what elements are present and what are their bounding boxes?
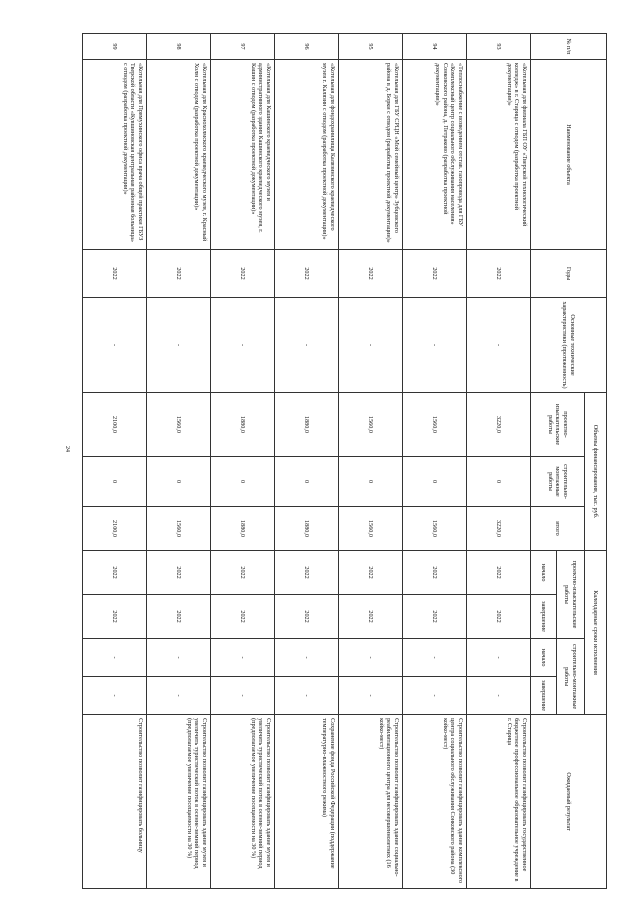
header-design-start: начало — [531, 551, 557, 595]
funding-design-cell: 1560,0 — [403, 393, 467, 457]
funding-construction-cell: 0 — [83, 457, 147, 507]
result-cell: Строительство позволит газифицировать здание музея и увеличить туристический поток в осенне-зимний период (предполагаемое увеличение посещаемости на 30 %) — [211, 715, 275, 889]
funding-construction-cell: 0 — [339, 457, 403, 507]
funding-design-cell: 1880,0 — [275, 393, 339, 457]
construction-start-cell: - — [211, 639, 275, 677]
design-end-cell: 2022 — [403, 595, 467, 639]
table-row — [83, 34, 147, 889]
table-row — [467, 34, 531, 889]
funding-design-cell: 1560,0 — [339, 393, 403, 457]
funding-construction-cell: 0 — [147, 457, 211, 507]
result-cell: Строительство позволит газифицировать больницу — [83, 715, 147, 889]
years-cell: 2022 — [339, 250, 403, 298]
years-cell: 2022 — [83, 250, 147, 298]
landscape-sheet — [82, 33, 607, 888]
result-cell: Сохранение фонда Российской Федерации (поддержание температурно-влажностного режима) — [275, 715, 339, 889]
design-end-cell: 2022 — [467, 595, 531, 639]
construction-start-cell: - — [275, 639, 339, 677]
header-funding-design: проектно-изыскательские работы — [531, 393, 585, 457]
funding-total-cell: 1560,0 — [147, 507, 211, 551]
design-start-cell: 2022 — [83, 551, 147, 595]
row-number: 93 — [467, 34, 531, 60]
characteristics-cell: - — [467, 298, 531, 393]
table-body — [83, 34, 531, 889]
construction-end-cell: - — [467, 677, 531, 715]
funding-total-cell: 1880,0 — [211, 507, 275, 551]
construction-end-cell: - — [83, 677, 147, 715]
construction-start-cell: - — [147, 639, 211, 677]
funding-design-cell: 2100,0 — [83, 393, 147, 457]
funding-design-cell: 1560,0 — [147, 393, 211, 457]
funding-design-cell: 3220,0 — [467, 393, 531, 457]
years-cell: 2022 — [467, 250, 531, 298]
characteristics-cell: - — [211, 298, 275, 393]
design-start-cell: 2022 — [467, 551, 531, 595]
characteristics-cell: - — [403, 298, 467, 393]
funding-construction-cell: 0 — [275, 457, 339, 507]
object-name: «Котельная для ГБУ СРЦН «Мой семейный центр» Зубцовского района в д. Борки с отводом (разработка проектной документации)» — [339, 60, 403, 250]
header-funding-total: итого — [531, 507, 585, 551]
header-name: Наименование объекта — [531, 60, 607, 250]
table-row — [275, 34, 339, 889]
funding-total-cell: 2100,0 — [83, 507, 147, 551]
result-cell: Строительство позволит газифицировать здание социально-реабилитационного центра для несовершеннолетних (16 койко-мест) — [339, 715, 403, 889]
objects-table — [82, 33, 607, 889]
design-end-cell: 2022 — [339, 595, 403, 639]
construction-start-cell: - — [467, 639, 531, 677]
object-name: «Котельная для Прямухинского офиса врача общей практики ГБУЗ Тверской области «Кувшиновская центральная районная больница» с отводом (разработка проектной документации)» — [83, 60, 147, 250]
header-funding-construction: строительно-монтажные работы — [531, 457, 585, 507]
characteristics-cell: - — [339, 298, 403, 393]
design-start-cell: 2022 — [147, 551, 211, 595]
design-start-cell: 2022 — [339, 551, 403, 595]
header-result: Ожидаемый результат — [531, 715, 607, 889]
construction-end-cell: - — [211, 677, 275, 715]
header-num: № п/п — [531, 34, 607, 60]
construction-start-cell: - — [83, 639, 147, 677]
design-end-cell: 2022 — [275, 595, 339, 639]
design-end-cell: 2022 — [147, 595, 211, 639]
table-row — [403, 34, 467, 889]
design-start-cell: 2022 — [403, 551, 467, 595]
construction-end-cell: - — [275, 677, 339, 715]
object-name: «Котельная для филиала ГБП ОУ «Тверской технологический колледж» в г. Старица с отводом (разработка проектной документации)» — [467, 60, 531, 250]
funding-construction-cell: 0 — [211, 457, 275, 507]
characteristics-cell: - — [147, 298, 211, 393]
construction-start-cell: - — [339, 639, 403, 677]
table-row — [211, 34, 275, 889]
header-design-end: завершение — [531, 595, 557, 639]
table-row — [147, 34, 211, 889]
result-cell: Строительство позволит газифицировать здание музея и увеличить туристический поток в осенне-зимний период (предполагаемое увеличение посещаемости на 30 %) — [147, 715, 211, 889]
row-number: 95 — [339, 34, 403, 60]
construction-end-cell: - — [403, 677, 467, 715]
row-number: 98 — [147, 34, 211, 60]
design-end-cell: 2022 — [83, 595, 147, 639]
result-cell: Строительство позволит газифицировать государственное бюджетное профессиональное образовательное учреждение в г. Старица — [467, 715, 531, 889]
construction-end-cell: - — [339, 677, 403, 715]
row-number: 96 — [275, 34, 339, 60]
funding-total-cell: 1560,0 — [403, 507, 467, 551]
header-construction-start: начало — [531, 639, 557, 677]
row-number: 99 — [83, 34, 147, 60]
funding-total-cell: 3220,0 — [467, 507, 531, 551]
object-name: «Котельная для Краснохолмского краеведческого музея, г. Красный Холм с отводом (разработка проектной документации)» — [147, 60, 211, 250]
object-name: «Котельная для фондохранилища Калязинского краеведческого музея г. Калязин с отводом (разработка проектной документации)» — [275, 60, 339, 250]
header-construction-end: завершение — [531, 677, 557, 715]
header-funding: Объемы финансирования, тыс. руб. — [585, 393, 607, 551]
object-name: «Теплоснабжение с возведением отстав. газопровода для ГБУ «Комплексный центр социального обслуживания населения» Сонковского района, д. Петраково (разработка проектной документации)» — [403, 60, 467, 250]
years-cell: 2022 — [403, 250, 467, 298]
years-cell: 2022 — [211, 250, 275, 298]
design-start-cell: 2022 — [275, 551, 339, 595]
design-end-cell: 2022 — [211, 595, 275, 639]
construction-start-cell: - — [403, 639, 467, 677]
funding-total-cell: 1560,0 — [339, 507, 403, 551]
years-cell: 2022 — [275, 250, 339, 298]
table-row — [339, 34, 403, 889]
design-start-cell: 2022 — [211, 551, 275, 595]
object-name: «Котельная для Кашинского краеведческого музея и административного здания Кашинского краеведческого музея, г. Кашин с отводом (разработка проектной документации)» — [211, 60, 275, 250]
result-cell: Строительство позволит газифицировать здание комплексного центра социального обслуживания Сонковского района (30 койко-мест) — [403, 715, 467, 889]
header-schedule: Календарные сроки исполнения — [585, 551, 607, 715]
characteristics-cell: - — [275, 298, 339, 393]
header-schedule-construction: строительно-монтажные работы — [557, 639, 585, 715]
header-schedule-design: проектно-изыскательские работы — [557, 551, 585, 639]
funding-total-cell: 1880,0 — [275, 507, 339, 551]
construction-end-cell: - — [147, 677, 211, 715]
page-number: 24 — [64, 446, 70, 452]
header-characteristics: Основные технические характеристики (протяженность) — [531, 298, 607, 393]
funding-design-cell: 1880,0 — [211, 393, 275, 457]
row-number: 97 — [211, 34, 275, 60]
row-number: 94 — [403, 34, 467, 60]
funding-construction-cell: 0 — [467, 457, 531, 507]
years-cell: 2022 — [147, 250, 211, 298]
characteristics-cell: - — [83, 298, 147, 393]
header-years: Годы — [531, 250, 607, 298]
funding-construction-cell: 0 — [403, 457, 467, 507]
